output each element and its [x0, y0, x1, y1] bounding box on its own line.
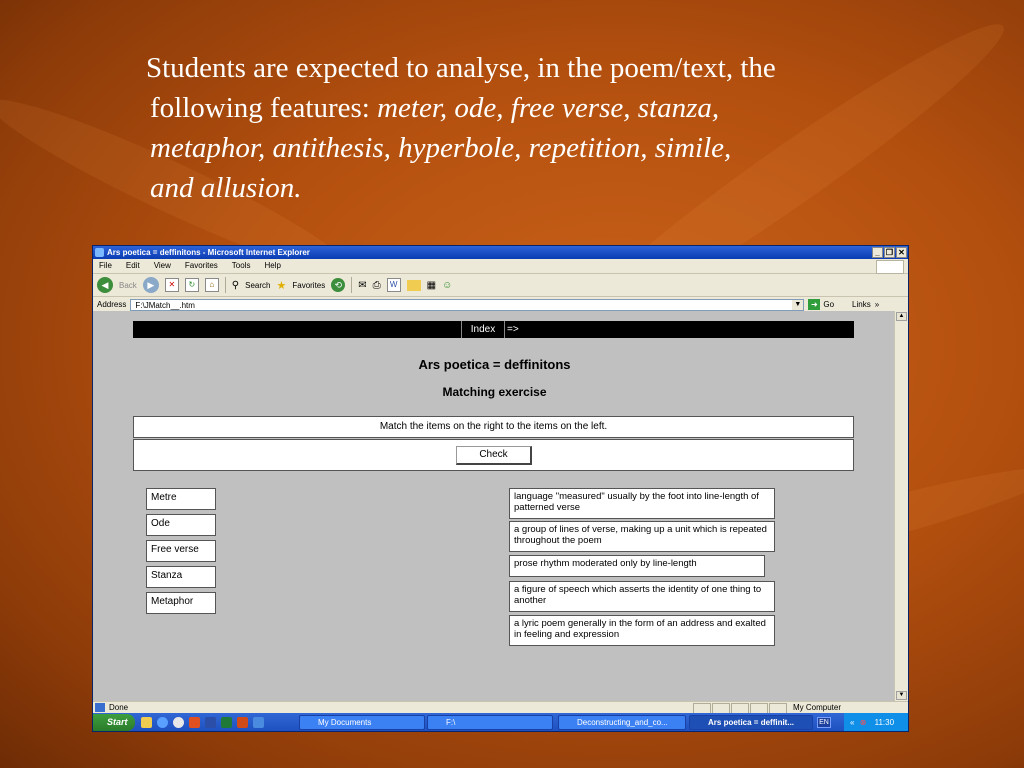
research-icon[interactable]: ▦	[426, 279, 437, 291]
task-ars-poetica[interactable]: Ars poetica = deffinit...	[689, 715, 813, 730]
index-link[interactable]: Index	[461, 321, 505, 338]
menu-file[interactable]: File	[99, 261, 112, 270]
home-icon[interactable]: ⌂	[205, 278, 219, 292]
window-titlebar[interactable]	[93, 246, 908, 259]
right-item-definition[interactable]: a figure of speech which asserts the identity of one thing to another	[509, 581, 775, 612]
navbar	[133, 321, 854, 338]
quicklaunch-folder-icon[interactable]	[141, 717, 152, 728]
left-item-metre[interactable]: Metre	[146, 488, 216, 510]
tray-expand-icon[interactable]: «	[850, 718, 855, 727]
left-item-ode[interactable]: Ode	[146, 514, 216, 536]
scroll-down-icon[interactable]: ▼	[896, 691, 907, 700]
search-button[interactable]: Search	[245, 280, 271, 290]
slide-text-line	[146, 128, 906, 168]
system-tray	[844, 713, 908, 732]
forward-arrow-icon[interactable]: ▶	[143, 277, 159, 293]
address-label: Address	[97, 300, 127, 309]
menu-favorites[interactable]: Favorites	[184, 261, 218, 270]
instructions: Match the items on the right to the items on the left.	[133, 416, 854, 438]
left-item-metaphor[interactable]: Metaphor	[146, 592, 216, 614]
slide-text-italic: meter, ode, free verse, stanza,	[377, 92, 720, 124]
folder-icon[interactable]	[407, 280, 421, 291]
start-button[interactable]: Start	[93, 714, 135, 731]
slide-text-line: Students are expected to analyse, in the poem/text, the	[146, 52, 776, 84]
language-indicator[interactable]: EN	[817, 717, 831, 728]
restore-icon[interactable]: ❐	[885, 248, 894, 257]
favorites-star-icon[interactable]: ★	[276, 279, 287, 292]
window-controls	[872, 247, 907, 258]
task-my-documents[interactable]: My Documents	[299, 715, 425, 730]
slide-text-prefix: following features:	[150, 92, 378, 124]
history-icon[interactable]: ⟲	[331, 278, 345, 292]
right-item-definition[interactable]: prose rhythm moderated only by line-length	[509, 555, 765, 577]
quicklaunch-word-icon[interactable]	[205, 717, 216, 728]
slide-body-text	[146, 48, 906, 208]
toolbar-separator	[351, 277, 352, 293]
page-content	[93, 311, 896, 701]
check-button[interactable]: Check	[456, 446, 532, 465]
slide-text-line	[146, 88, 906, 128]
slide-text-italic: metaphor, antithesis, hyperbole, repetition, simile,	[150, 132, 732, 164]
stop-icon[interactable]: ✕	[165, 278, 179, 292]
go-button[interactable]	[808, 299, 834, 310]
go-label: Go	[823, 300, 835, 309]
ie-icon	[95, 248, 104, 257]
quicklaunch-app-icon[interactable]	[189, 717, 200, 728]
next-arrow-link[interactable]: =>	[507, 324, 519, 335]
chevron-right-icon[interactable]: »	[874, 300, 880, 309]
menu-edit[interactable]: Edit	[125, 261, 140, 270]
quicklaunch-powerpoint-icon[interactable]	[237, 717, 248, 728]
menu-view[interactable]: View	[153, 261, 171, 270]
address-value: F:\JMatch__.htm	[135, 300, 195, 310]
address-input[interactable]	[130, 299, 804, 311]
go-arrow-icon: ➜	[808, 299, 820, 310]
slide-text-line	[146, 168, 906, 208]
left-item-stanza[interactable]: Stanza	[146, 566, 216, 588]
word-edit-icon[interactable]: W	[387, 278, 401, 292]
back-arrow-icon[interactable]: ◀	[97, 277, 113, 293]
taskbar	[93, 713, 908, 732]
tray-security-icon[interactable]: ⊗	[859, 718, 867, 727]
print-icon[interactable]: ⎙	[372, 279, 381, 291]
right-item-definition[interactable]: a group of lines of verse, making up a unit which is repeated throughout the poem	[509, 521, 775, 552]
right-item-definition[interactable]: a lyric poem generally in the form of an address and exalted in feeling and expression	[509, 615, 775, 646]
status-text: Done	[109, 703, 129, 712]
windows-logo-icon	[876, 260, 904, 274]
favorites-button[interactable]: Favorites	[292, 280, 326, 290]
standard-toolbar	[93, 274, 908, 297]
security-zone: My Computer	[793, 703, 842, 712]
chevron-down-icon[interactable]: ▼	[792, 300, 803, 310]
messenger-icon[interactable]: ☺	[442, 279, 453, 291]
right-item-definition[interactable]: language "measured" usually by the foot into line-length of patterned verse	[509, 488, 775, 519]
toolbar-separator	[225, 277, 226, 293]
window-title: Ars poetica = deffinitons - Microsoft Internet Explorer	[107, 248, 310, 257]
scroll-up-icon[interactable]: ▲	[896, 312, 907, 321]
page-title: Ars poetica = deffinitons	[418, 357, 571, 372]
slide-text-italic: and allusion.	[150, 172, 302, 204]
back-button-label[interactable]: Back	[119, 280, 137, 290]
quicklaunch-excel-icon[interactable]	[221, 717, 232, 728]
quicklaunch-ie-icon[interactable]	[157, 717, 168, 728]
links-button[interactable]: Links	[852, 300, 871, 309]
minimize-icon[interactable]: _	[872, 247, 883, 258]
page-subtitle: Matching exercise	[442, 385, 547, 399]
check-panel	[133, 439, 854, 471]
menu-tools[interactable]: Tools	[231, 261, 251, 270]
clock: 11:30	[874, 718, 895, 727]
vertical-scrollbar[interactable]	[894, 311, 908, 701]
quicklaunch-media-icon[interactable]	[173, 717, 184, 728]
quicklaunch-outlook-icon[interactable]	[253, 717, 264, 728]
search-icon[interactable]: ⚲	[231, 279, 240, 291]
mail-icon[interactable]: ✉	[358, 279, 367, 291]
task-drive-f[interactable]: F:\	[427, 715, 553, 730]
browser-window	[92, 245, 909, 732]
menu-bar	[93, 259, 908, 274]
close-icon[interactable]: ✕	[896, 247, 907, 258]
left-item-free-verse[interactable]: Free verse	[146, 540, 216, 562]
menu-help[interactable]: Help	[264, 261, 281, 270]
task-deconstructing[interactable]: Deconstructing_and_co...	[558, 715, 686, 730]
refresh-icon[interactable]: ↻	[185, 278, 199, 292]
page-status-icon	[95, 703, 105, 712]
